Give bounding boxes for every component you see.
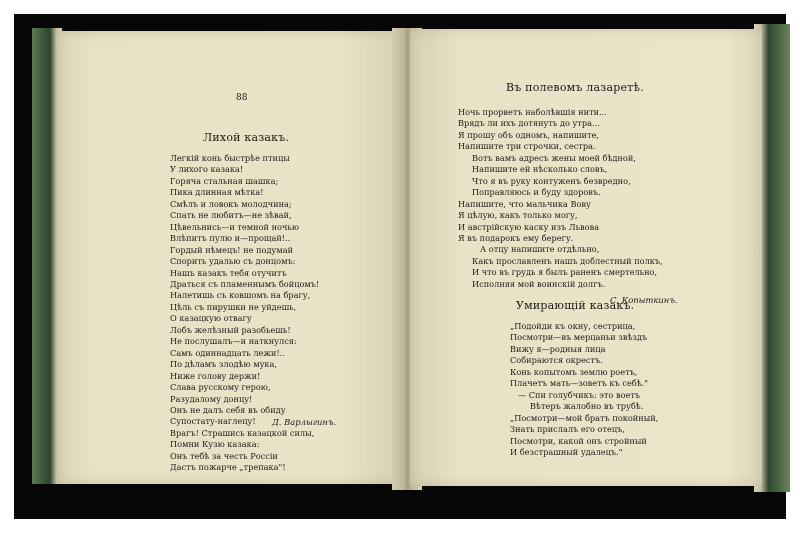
poem-line: Ниже голову держи!	[170, 370, 261, 381]
poem-title-umirayushchiy-kazak: Умирающій казакъ.	[516, 299, 635, 312]
poem-line: И безстрашный удалецъ."	[510, 446, 623, 457]
poem-line: О казацкую отвагу	[170, 313, 252, 324]
poem-line: Что я въ руку контуженъ безвредно,	[472, 175, 631, 186]
poem-line: Смѣлъ и ловокъ молодчина;	[170, 198, 292, 209]
poem-line: Онъ тебѣ за честь Россіи	[170, 450, 278, 461]
poem-line: Нашъ казакъ тебя отучитъ	[170, 267, 287, 278]
poem-line: И австрійскую каску изъ Львова	[458, 221, 600, 232]
poem-line: Врагъ! Страшись казацкой силы,	[170, 427, 315, 438]
poem-line: „Подойди къ окну, сестрица,	[510, 321, 636, 331]
poem-line: Знать прислалъ его отецъ,	[510, 424, 625, 435]
poem-line: Пика длинная мѣтка!	[170, 187, 264, 198]
poem-line: Напишите, что мальчика Вову	[458, 198, 591, 209]
poem-line: Гордый нѣмецъ! не подумай	[170, 244, 294, 255]
poem-title-lazaret: Въ полевомъ лазаретѣ.	[506, 81, 644, 94]
poem-line: И что въ грудь я былъ раненъ смертельно,	[472, 267, 658, 278]
poem-line: По дѣламъ злодѣю мука,	[170, 359, 278, 370]
poem-line: Поправляюсь и буду здоровъ.	[472, 187, 601, 198]
poem-line: Влѣпитъ пулю и—прощай!..	[170, 233, 291, 244]
poem-title-lihoy-kazak: Лихой казакъ.	[203, 131, 290, 144]
poem-author-varlygin: Д. Варлыгинъ.	[272, 417, 337, 427]
poem-body-umirayushchiy-kazak	[510, 321, 658, 458]
poem-line: А отцу напишите отдѣльно,	[480, 244, 600, 255]
poem-line: Дастъ пожарче „трепака"!	[170, 462, 286, 473]
poem-line: Легкій конь быстрѣе птицы	[170, 153, 290, 163]
poem-line: Посмотри—въ мерцаньи звѣздъ	[510, 332, 648, 343]
poem-author-kopytkin: С. Копыткинъ.	[610, 295, 678, 305]
poem-line: Ночь прорветъ наболѣвшія нити...	[458, 107, 607, 117]
poem-line: Вотъ вамъ адресъ жены моей бѣдной,	[472, 152, 636, 163]
poem-line: Спорить удалью съ донцомъ:	[170, 256, 296, 267]
page-number: 88	[236, 93, 248, 103]
poem-line: Помни Кузю казака:	[170, 439, 260, 450]
poem-line: Спать не любитъ—не зѣвай,	[170, 210, 292, 221]
poem-line: Плачетъ мать—зоветъ къ себѣ."	[510, 378, 649, 389]
poem-line: Не послушалъ—и наткнулся:	[170, 336, 297, 347]
poem-line: „Посмотри—мой братъ покойный,	[510, 412, 659, 423]
poem-line: Вижу я—родныя лица	[510, 343, 606, 354]
poem-line: Самъ одиннадцать лежи!..	[170, 347, 285, 358]
poem-line: Я въ подарокъ ему берегу.	[458, 232, 574, 243]
poem-line: Налетишь съ ковшомъ на брагу,	[170, 290, 311, 301]
poem-line: Я цѣлую, какъ только могу,	[458, 210, 578, 221]
poem-line: Горяча стальная шашка;	[170, 175, 279, 186]
poem-line: Онъ не далъ себя въ обиду	[170, 404, 286, 415]
poem-line: Цѣль съ пирушки не уйдешь,	[170, 301, 297, 312]
poem-line: Драться съ пламеннымъ бойцомъ!	[170, 278, 320, 289]
poem-line: Посмотри, какой онъ стройный	[510, 435, 647, 446]
poem-line: Слава русскому герою,	[170, 382, 271, 393]
poem-line: Супостату-наглецу!	[170, 416, 256, 427]
poem-line: Разудалому донцу!	[170, 393, 253, 404]
poem-line: — Спи голубчикъ: это воетъ	[518, 389, 641, 400]
poem-line: Исполняя мой воинскій долгъ.	[472, 278, 606, 289]
poem-line: Вѣтеръ жалобно въ трубѣ.	[530, 401, 644, 412]
poem-line: Конь копытомъ землю роетъ,	[510, 366, 638, 377]
poem-line: Врядъ ли ихъ дотянуть до утра...	[458, 118, 600, 129]
poem-body-lazaret	[458, 107, 663, 290]
poem-line: Какъ прославленъ нашъ доблестный полкъ,	[472, 255, 663, 266]
poem-line: Напишите три строчки, сестра.	[458, 141, 596, 152]
right-page	[410, 29, 762, 486]
poem-line: Лобъ желѣзный разобьешь!	[170, 324, 291, 335]
poem-line: Собираются окрестъ.	[510, 355, 603, 366]
poem-line: Цѣвельнись—и темной ночью	[170, 221, 299, 232]
left-page	[58, 31, 408, 484]
poem-line: У лихого казака!	[170, 164, 244, 175]
poem-line: Напишите ей нѣсколько словъ,	[472, 164, 608, 175]
poem-line: Я прошу объ одномъ, напишите,	[458, 129, 599, 140]
